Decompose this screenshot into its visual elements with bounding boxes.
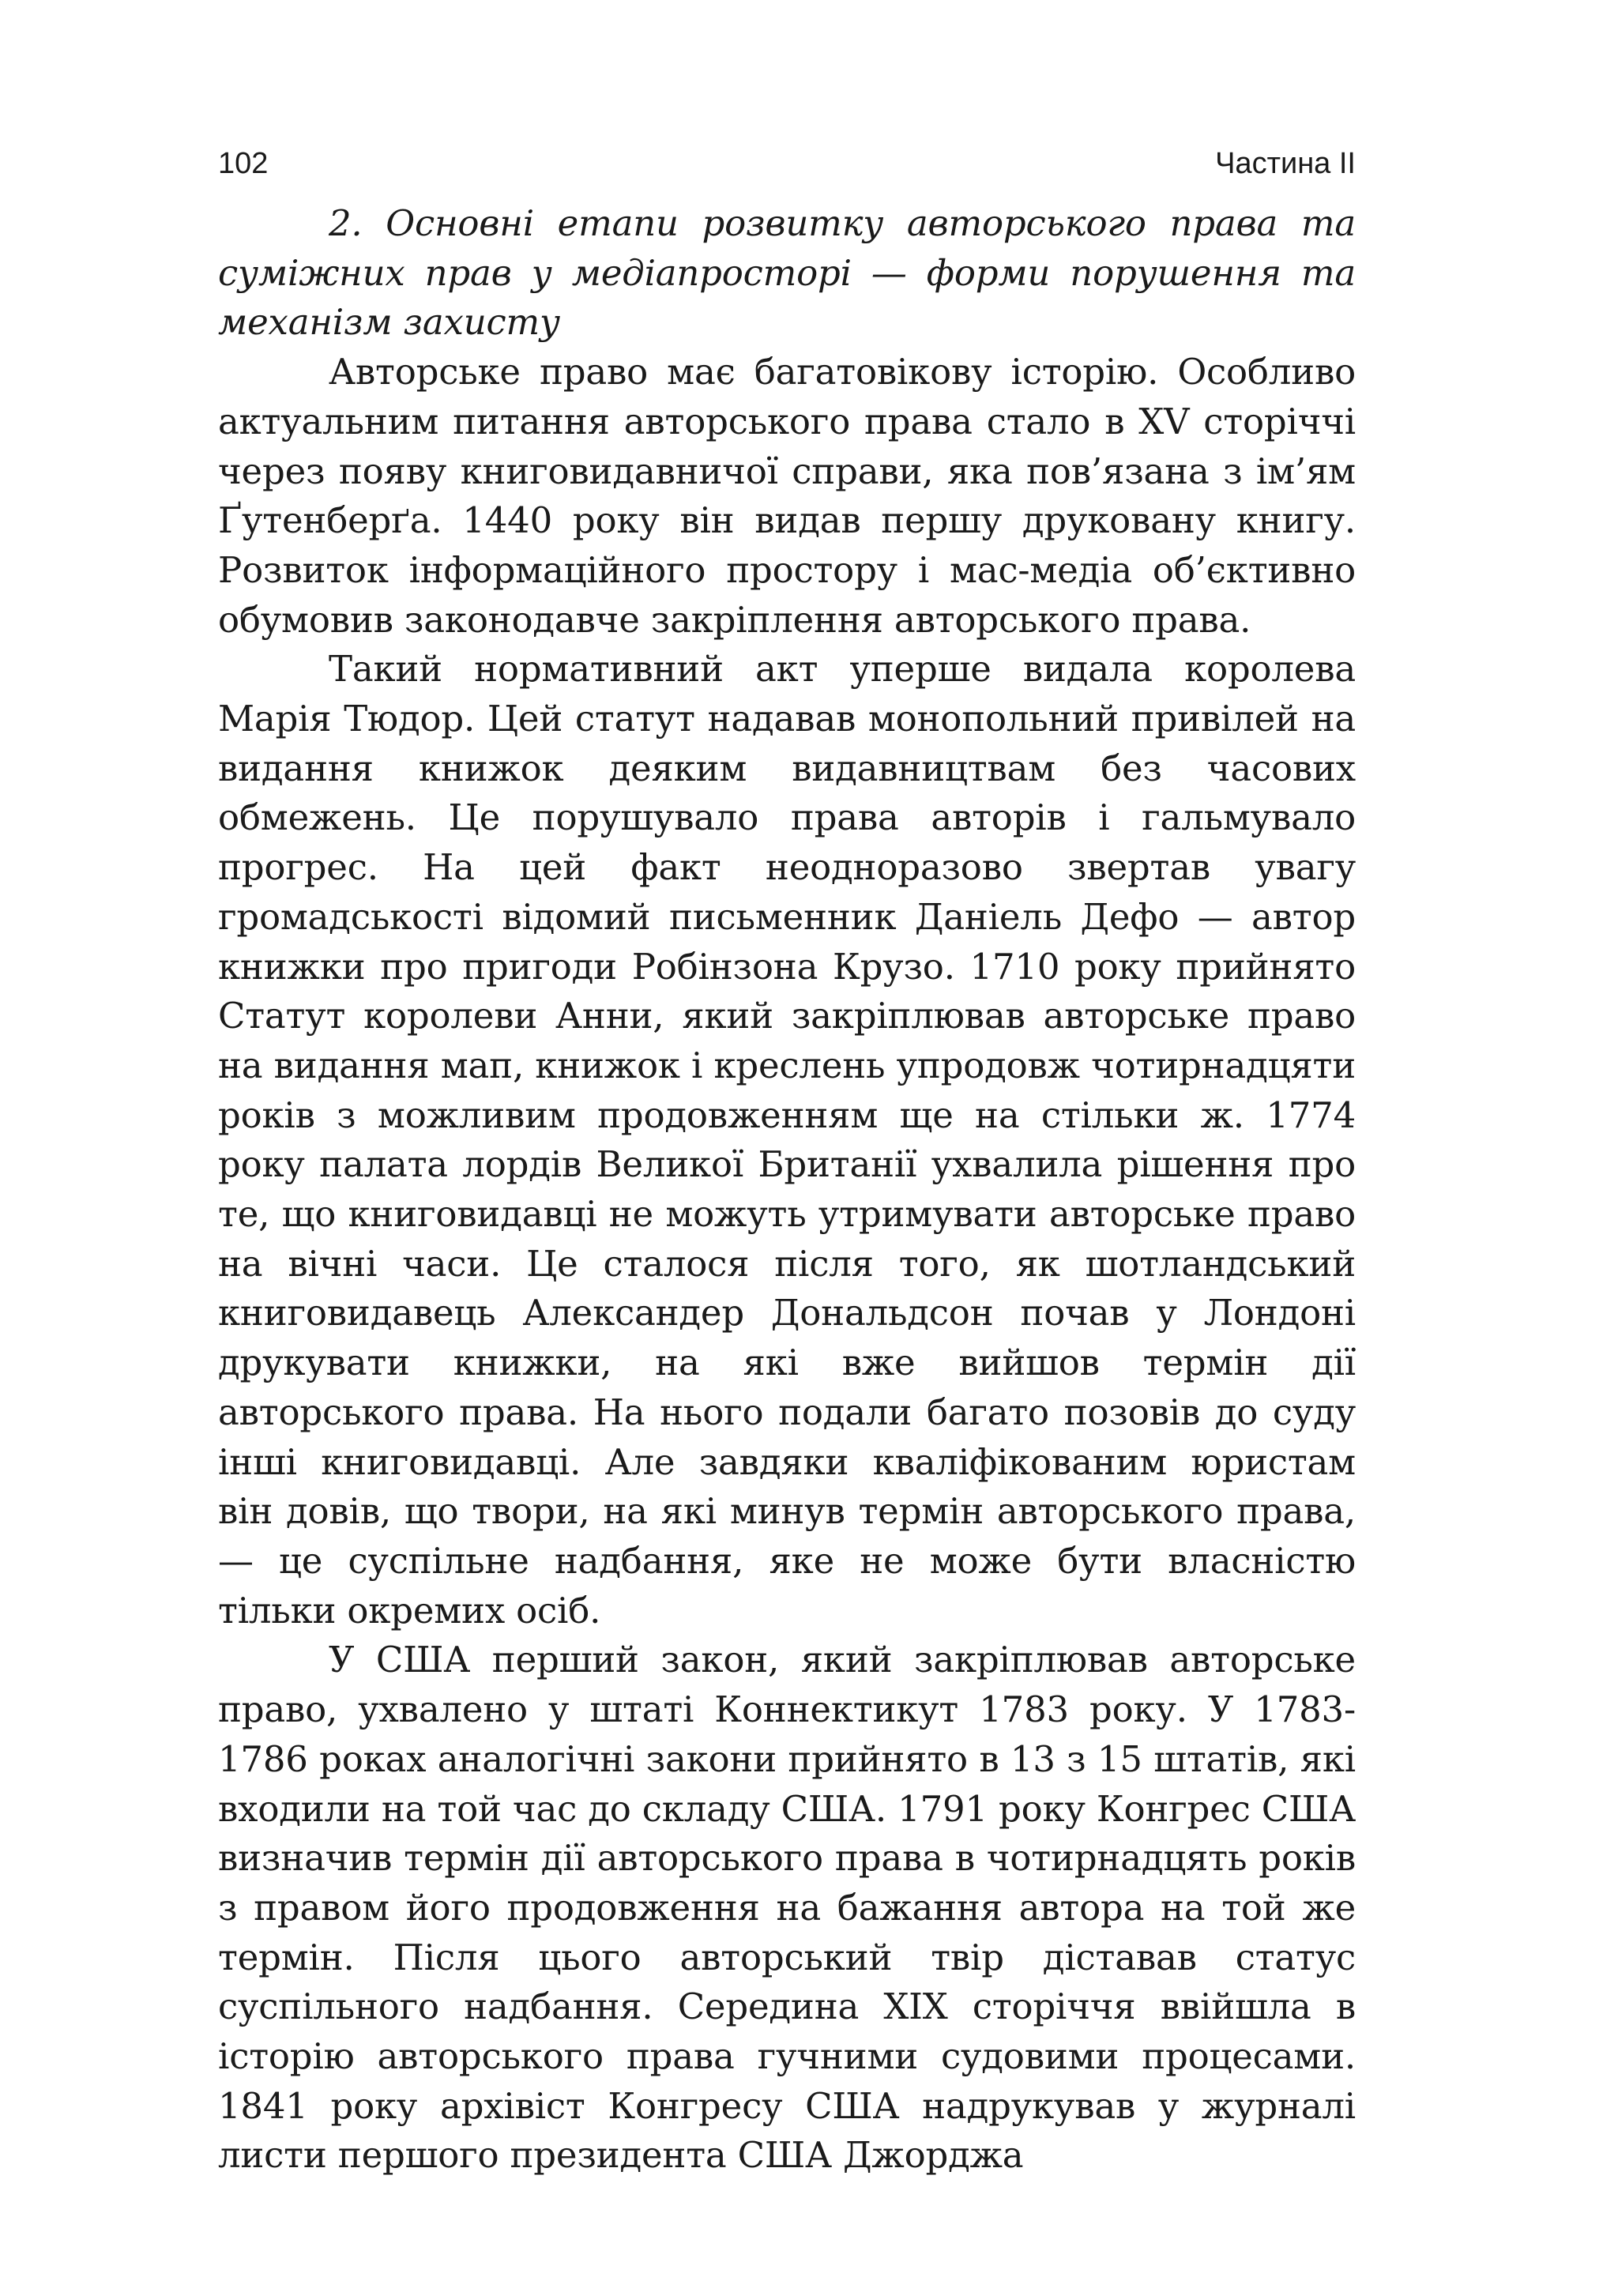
book-page xyxy=(218,142,1356,2181)
section-heading: 2. Основні етапи розвитку авторського права та суміжних прав у медіапросторі — форми порушення та механізм захисту xyxy=(218,202,1356,344)
paragraph-3: У США перший закон, який закріплював авторське право, ухвалено у штаті Коннектикут 1783 року. У 1783-1786 роках аналогічні закони прийнято в 13 з 15 штатів, які входили на той час до складу США. 1791 року Конгрес США визначив термін дії авторського права в чотирнадцять років з правом його продовження на бажання автора на той же термін. Після цього авторський твір діставав статус суспільного надбання. Середина XIX сторіччя ввійшла в історію авторського права гучними судовими процесами. 1841 року архівіст Конгресу США надрукував у журналі листи першого президента США Джорджа xyxy=(218,1639,1356,2177)
section-title: Частина ІІ xyxy=(1215,147,1356,180)
main-text xyxy=(218,199,1356,2181)
running-header xyxy=(218,142,1356,199)
paragraph-1: Авторське право має багатовікову історію. Особливо актуальним питання авторського права стало в XV сторіччі через появу книговидавничої справи, яка пов’язана з ім’ям Ґутенберґа. 1440 року він видав першу друковану книгу. Розвиток інформаційного простору і мас-медіа об’єктивно обумовив законодавче закріплення авторського права. xyxy=(218,351,1356,641)
paragraph-2: Такий нормативний акт уперше видала королева Марія Тюдор. Цей статут надавав монопольний привілей на видання книжок деяким видавництвам без часових обмежень. Це порушувало права авторів і гальмувало прогрес. На цей факт неодноразово звертав увагу громадськості відомий письменник Даніель Дефо — автор книжки про пригоди Робінзона Крузо. 1710 року прийнято Статут королеви Анни, який закріплював авторське право на видання мап, книжок і креслень упродовж чотирнадцяти років з можливим продовженням ще на стільки ж. 1774 року палата лордів Великої Британії ухвалила рішення про те, що книговидавці не можуть утримувати авторське право на вічні часи. Це сталося після того, як шотландський книговидавець Александер Дональдсон почав у Лондоні друкувати книжки, на які вже вийшов термін дії авторського права. На нього подали багато позовів до суду інші книговидавці. Але завдяки кваліфікованим юристам він довів, що твори, на які минув термін авторського права, — це суспільне надбання, яке не може бути власністю тільки окремих осіб. xyxy=(218,648,1356,1632)
page-number: 102 xyxy=(218,147,269,180)
